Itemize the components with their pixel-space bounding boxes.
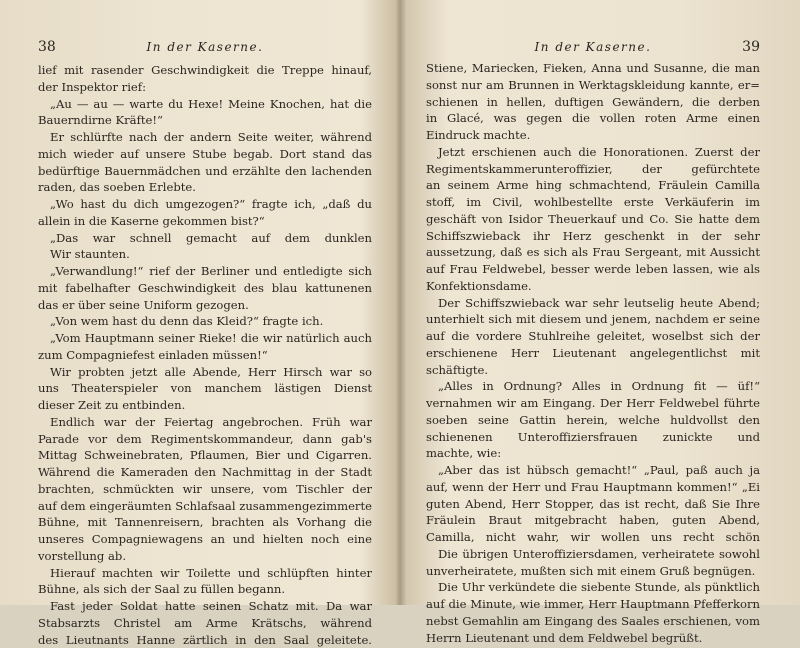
- text-line: Bühne, mit Tannenreisern, brachten als Vorhang die: [38, 514, 372, 531]
- text-line: erschienene Herr Lieutenant angelegentlichst mit: [426, 345, 760, 362]
- text-line: des Lieutnants Hanne zärtlich in den Saal geleitete.: [38, 632, 372, 648]
- text-line: Eindruck machte.: [426, 127, 760, 144]
- text-line: „Von wem hast du denn das Kleid?“ fragte ich.: [38, 313, 372, 330]
- text-line: auf, wenn der Herr und Frau Hauptmann kommen!“ „Ei: [426, 479, 760, 496]
- text-line: allein in die Kaserne gekommen bist?“: [38, 213, 372, 230]
- text-line: schienen in hellen, duftigen Gewändern, die derben: [426, 94, 760, 111]
- text-line: auf die Minute, wie immer, Herr Hauptmann Pfefferkorn: [426, 596, 760, 613]
- text-line: Endlich war der Feiertag angebrochen. Früh war: [38, 414, 372, 431]
- text-line: vorstellung ab.: [38, 548, 372, 565]
- text-line: auf die vordere Stuhlreihe geleitet, woselbst sich der: [426, 328, 760, 345]
- text-line: Während die Kameraden den Nachmittag in der Stadt: [38, 464, 372, 481]
- text-line: Schiffszwieback ihr Herz geschenkt in der sehr: [426, 228, 760, 245]
- text-line: unterhielt sich mit diesem und jenem, nachdem er seine: [426, 311, 760, 328]
- text-line: stoff, im Civil, wohlbestellte erste Verkäuferin im: [426, 194, 760, 211]
- right-page: [404, 0, 800, 605]
- text-line: Fast jeder Soldat hatte seinen Schatz mit. Da war: [38, 598, 372, 615]
- left-page-header: [38, 38, 372, 60]
- text-line: „Verwandlung!“ rief der Berliner und entledigte sich: [38, 263, 372, 280]
- text-line: machte, wie:: [426, 445, 760, 462]
- text-line: Er schlürfte nach der andern Seite weiter, während: [38, 129, 372, 146]
- text-line: Hierauf machten wir Toilette und schlüpften hinter: [38, 565, 372, 582]
- text-line: Bauerndirne Kräfte!“: [38, 112, 372, 129]
- text-line: „Vom Hauptmann seiner Rieke! die wir natürlich auch: [38, 330, 372, 347]
- text-line: mich wieder auf unsere Stube begab. Dort stand das: [38, 146, 372, 163]
- right-page-body: [426, 60, 760, 646]
- running-head: In der Kaserne.: [426, 38, 760, 56]
- text-line: brachten, schmückten wir unsere, vom Tischler der: [38, 481, 372, 498]
- text-line: Parade vor dem Regimentskommandeur, dann gab's: [38, 431, 372, 448]
- text-line: guten Abend, Herr Stopper, das ist recht, daß Sie Ihre: [426, 496, 760, 513]
- text-line: Camilla, nicht wahr, wir wollen uns recht schön: [426, 529, 760, 546]
- text-line: sonst nur am Brunnen in Werktagskleidung kannte, er=: [426, 77, 760, 94]
- text-line: zum Compagniefest einladen müssen!“: [38, 347, 372, 364]
- text-line: „Wo hast du dich umgezogen?“ fragte ich, „daß du: [38, 196, 372, 213]
- text-line: nebst Gemahlin am Eingang des Saales erschienen, vom: [426, 613, 760, 630]
- text-line: vernahmen wir am Eingang. Der Herr Feldwebel führte: [426, 395, 760, 412]
- text-line: bedürftige Bauernmädchen und erzählte den lachenden: [38, 163, 372, 180]
- text-line: Jetzt erschienen auch die Honorationen. Zuerst der: [426, 144, 760, 161]
- text-line: schäftigte.: [426, 362, 760, 379]
- text-line: auf Frau Feldwebel, besser werde leben lassen, wie als: [426, 261, 760, 278]
- text-line: „Das war schnell gemacht auf dem dunklen: [38, 230, 372, 247]
- text-line: geschäft von Isidor Theuerkauf und Co. Sie hatte dem: [426, 211, 760, 228]
- text-line: Stabsarzts Christel am Arme Krätschs, während: [38, 615, 372, 632]
- page-number: 39: [742, 38, 760, 56]
- text-line: Stiene, Mariecken, Fieken, Anna und Susanne, die man: [426, 60, 760, 77]
- running-head: In der Kaserne.: [38, 38, 372, 56]
- text-line: „Alles in Ordnung? Alles in Ordnung fit — üf!“: [426, 378, 760, 395]
- text-line: Die übrigen Unteroffiziersdamen, verheiratete sowohl: [426, 546, 760, 563]
- text-line: Herrn Lieutenant und dem Feldwebel begrüßt.: [426, 630, 760, 647]
- text-line: unverheiratete, mußten sich mit einem Gruß begnügen.: [426, 563, 760, 580]
- text-line: lief mit rasender Geschwindigkeit die Treppe hinauf,: [38, 62, 372, 79]
- text-line: dieser Zeit zu entbinden.: [38, 397, 372, 414]
- text-line: in Glacé, was gegen die vollen roten Arme einen: [426, 110, 760, 127]
- text-line: Bühne, als sich der Saal zu füllen begann.: [38, 581, 372, 598]
- text-line: auf dem eingeräumten Schlafsaal zusammengezimmerte: [38, 498, 372, 515]
- text-line: raden, das soeben Erlebte.: [38, 179, 372, 196]
- text-line: „Au — au — warte du Hexe! Meine Knochen, hat die: [38, 96, 372, 113]
- text-line: das er über seine Uniform gezogen.: [38, 297, 372, 314]
- text-line: Mittag Schweinebraten, Pflaumen, Bier und Cigarren.: [38, 447, 372, 464]
- text-line: an seinem Arme hing schmachtend, Fräulein Camilla: [426, 177, 760, 194]
- text-line: mit fabelhafter Geschwindigkeit des blau kattunenen: [38, 280, 372, 297]
- text-line: uns Theaterspieler von manchem lästigen Dienst: [38, 380, 372, 397]
- text-line: „Aber das ist hübsch gemacht!“ „Paul, paß auch ja: [426, 462, 760, 479]
- text-line: Konfektionsdame.: [426, 278, 760, 295]
- text-line: der Inspektor rief:: [38, 79, 372, 96]
- text-line: Wir probten jetzt alle Abende, Herr Hirsch war so: [38, 364, 372, 381]
- text-line: soeben seine Gattin herein, welche huldvollst den: [426, 412, 760, 429]
- right-page-header: [426, 38, 760, 60]
- left-page: [0, 0, 396, 605]
- text-line: schienenen Unteroffiziersfrauen zunickte und: [426, 429, 760, 446]
- text-line: Die Uhr verkündete die siebente Stunde, als pünktlich: [426, 579, 760, 596]
- text-line: Der Schiffszwieback war sehr leutselig heute Abend;: [426, 295, 760, 312]
- text-line: Wir staunten.: [38, 246, 372, 263]
- page-number: 38: [38, 38, 56, 56]
- text-line: Regimentskammerunteroffizier, der gefürchtete: [426, 161, 760, 178]
- text-line: Fräulein Braut mitgebracht haben, guten Abend,: [426, 512, 760, 529]
- left-page-body: [38, 62, 372, 648]
- text-line: unseres Compagniewagens an und hielten noch eine: [38, 531, 372, 548]
- text-line: aussetzung, daß es sich als Frau Sergeant, mit Aussicht: [426, 244, 760, 261]
